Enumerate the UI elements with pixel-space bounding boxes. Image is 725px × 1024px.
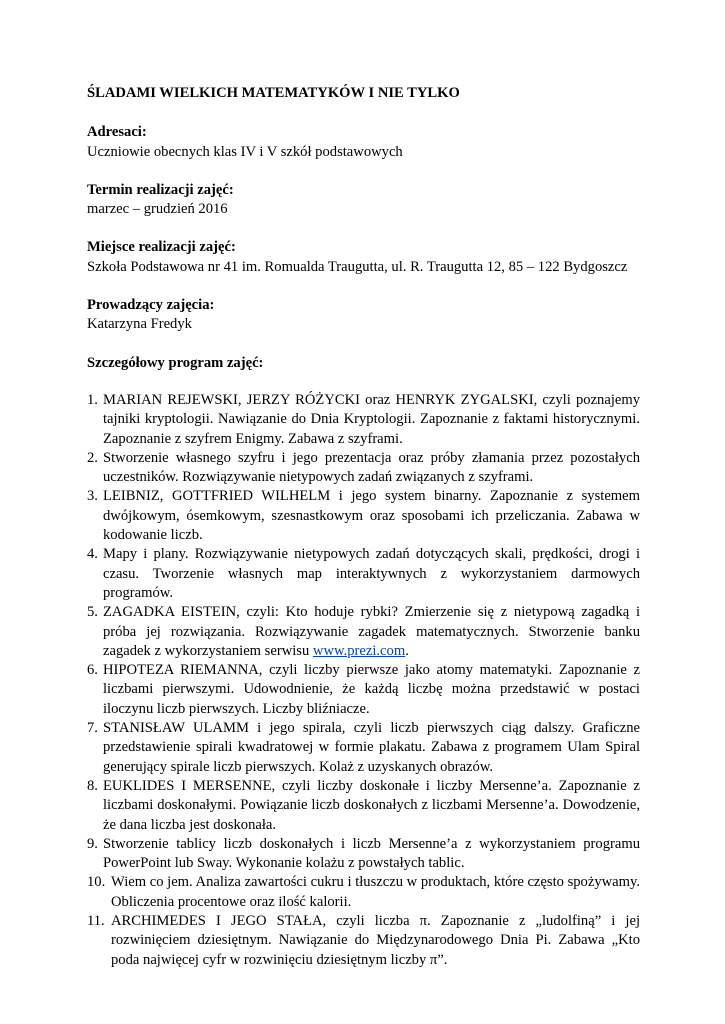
- list-item: [87, 603, 640, 661]
- item-text: EUKLIDES I MERSENNE, czyli liczby doskonałe i liczby Mersenne’a. Zapoznanie z liczbami doskonałymi. Powiązanie liczb doskonałych z liczbami Mersenne’a. Dowodzenie, że dana liczba jest doskonała.: [103, 777, 640, 833]
- program-list: [87, 391, 640, 970]
- item-text: LEIBNIZ, GOTTFRIED WILHELM i jego system binarny. Zapoznanie z systemem dwójkowym, ósemkowym, szesnastkowym oraz sposobami ich przeliczania. Zabawa w kodowanie liczb.: [103, 488, 640, 544]
- item-text: Wiem co jem. Analiza zawartości cukru i tłuszczu w produktach, które często spożywamy. Obliczenia procentowe oraz ilość kalorii.: [111, 874, 640, 910]
- section-label: Miejsce realizacji zajęć:: [87, 239, 236, 256]
- list-item: [87, 487, 640, 545]
- section-instructor: [87, 296, 640, 335]
- prezi-link[interactable]: www.prezi.com: [312, 642, 406, 659]
- item-number: 10.: [87, 874, 106, 891]
- item-text: Stworzenie własnego szyfru i jego prezentacja oraz próby złamania przez pozostałych uczestników. Rozwiązywanie nietypowych zadań związanych z szyframi.: [103, 449, 640, 486]
- item-number: 1.: [87, 391, 98, 408]
- list-item: [87, 661, 640, 719]
- section-label: Prowadzący zajęcia:: [87, 297, 215, 314]
- item-number: 6.: [87, 662, 98, 679]
- section-value: Uczniowie obecnych klas IV i V szkół podstawowych: [87, 143, 403, 160]
- item-number: 2.: [87, 449, 98, 466]
- list-item: [87, 719, 640, 777]
- item-text-main: ZAGADKA EISTEIN, czyli: Kto hoduje rybki? Zmierzenie się z nietypową zagadką i próba jej rozwiązania. Rozwiązywanie zagadek matematycznych. Stworzenie banku zagadek z wykorzystaniem serwisu: [103, 604, 640, 659]
- list-item: [87, 449, 640, 488]
- section-value: Katarzyna Fredyk: [87, 316, 192, 333]
- section-value: Szkoła Podstawowa nr 41 im. Romualda Traugutta, ul. R. Traugutta 12, 85 – 122 Bydgoszcz: [87, 258, 628, 275]
- list-item: [87, 835, 640, 874]
- item-number: 11.: [87, 912, 105, 929]
- section-schedule: [87, 181, 640, 220]
- section-location: [87, 238, 640, 277]
- list-item: [87, 391, 640, 449]
- document-title: ŚLADAMI WIELKICH MATEMATYKÓW I NIE TYLKO: [87, 85, 460, 101]
- list-item: [87, 912, 640, 970]
- item-text-end: .: [405, 642, 409, 659]
- item-number: 4.: [87, 546, 98, 563]
- list-item: [87, 777, 640, 835]
- item-number: 3.: [87, 488, 98, 505]
- item-text: Stworzenie tablicy liczb doskonałych i liczb Mersenne’a z wykorzystaniem programu PowerPoint lub Sway. Wykonanie kolażu z powstałych tablic.: [103, 835, 640, 872]
- item-text: HIPOTEZA RIEMANNA, czyli liczby pierwsze jako atomy matematyki. Zapoznanie z liczbami pierwszymi. Udowodnienie, że każdą liczbę można przedstawić w postaci iloczynu liczb pierwszych. Liczby bliźniacze.: [103, 662, 640, 717]
- list-item: [87, 873, 640, 912]
- item-text: STANISŁAW ULAMM i jego spirala, czyli liczb pierwszych ciąg dalszy. Graficzne przedstawienie spirali kwadratowej w formie plakatu. Zabawa z programem Ulam Spiral generujący spirale liczb pierwszych. Kolaż z uzyskanych obrazów.: [103, 720, 640, 775]
- section-addressees: [87, 123, 640, 162]
- list-item: [87, 545, 640, 603]
- document-page: [87, 84, 640, 970]
- item-number: 9.: [87, 835, 98, 852]
- section-label: Termin realizacji zajęć:: [87, 181, 234, 198]
- item-text: MARIAN REJEWSKI, JERZY RÓŻYCKI oraz HENRYK ZYGALSKI, czyli poznajemy tajniki kryptologii. Nawiązanie do Dnia Kryptologii. Zapoznanie z faktami historycznymi. Zapoznanie z szyfrem Enigmy. Zabawa z szyframi.: [103, 391, 640, 447]
- section-label: Adresaci:: [87, 124, 147, 141]
- section-value: marzec – grudzień 2016: [87, 201, 228, 218]
- item-number: 7.: [87, 720, 98, 737]
- program-heading: Szczegółowy program zajęć:: [87, 354, 264, 371]
- item-number: 5.: [87, 604, 98, 621]
- item-number: 8.: [87, 777, 98, 794]
- item-text: [103, 603, 640, 661]
- item-text: Mapy i plany. Rozwiązywanie nietypowych zadań dotyczących skali, prędkości, drogi i czasu. Tworzenie własnych map interaktywnych z wykorzystaniem darmowych programów.: [103, 546, 640, 601]
- item-text: ARCHIMEDES I JEGO STAŁA, czyli liczba π. Zapoznanie z „ludolfiną” i jej rozwinięciem dziesiętnym. Nawiązanie do Międzynarodowego Dnia Pi. Zabawa „Kto poda najwięcej cyfr w rozwinięciu dziesiętnym liczby π”.: [111, 912, 640, 968]
